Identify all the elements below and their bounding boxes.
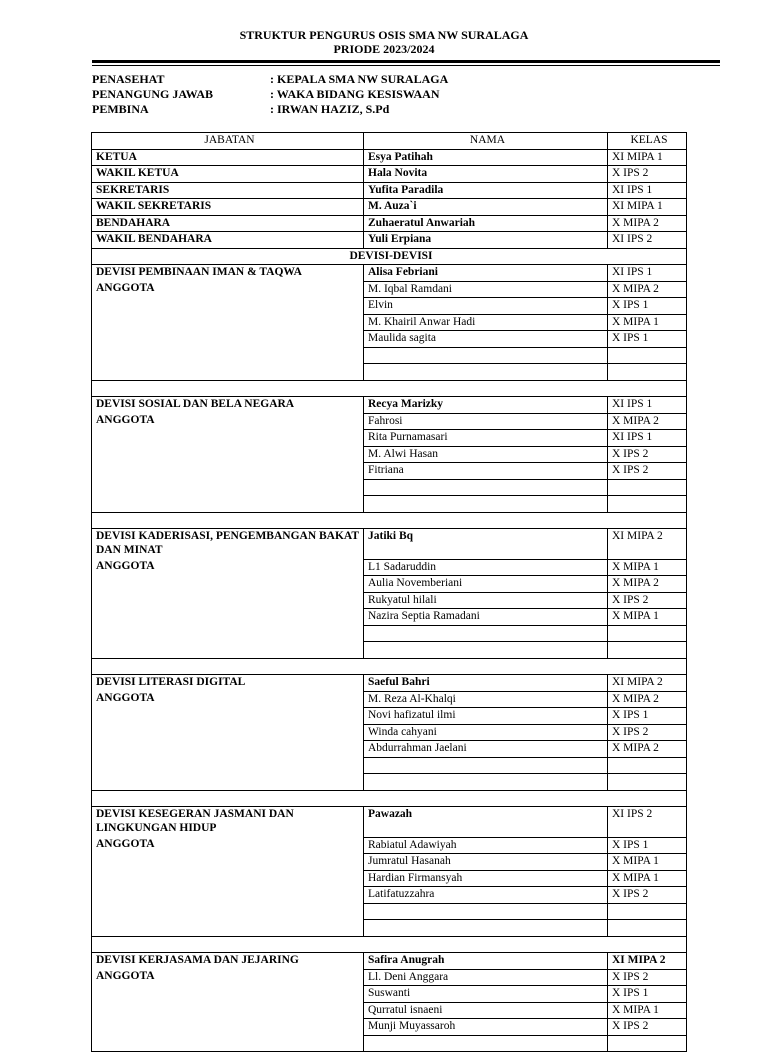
member-row [92, 691, 687, 708]
jabatan-cell-empty [92, 592, 364, 609]
member-kelas: X MIPA 1 [608, 609, 687, 626]
member-nama: Fitriana [364, 463, 608, 480]
nama-cell-empty [364, 757, 608, 774]
member-kelas: X IPS 2 [608, 887, 687, 904]
division-gap [92, 936, 687, 953]
jabatan-cell-empty [92, 642, 364, 659]
jabatan-cell: WAKIL BENDAHARA [92, 232, 364, 249]
header-divider [92, 60, 720, 63]
jabatan-cell-empty [92, 757, 364, 774]
jabatan-cell-empty [92, 774, 364, 791]
jabatan-cell-empty [92, 708, 364, 725]
member-nama: Novi hafizatul ilmi [364, 708, 608, 725]
jabatan-cell-empty [92, 920, 364, 937]
member-nama: Jumratul Hasanah [364, 854, 608, 871]
division-name: DEVISI LITERASI DIGITAL [92, 675, 364, 692]
document-period: PRIODE 2023/2024 [333, 42, 435, 56]
structure-table [91, 132, 687, 1052]
member-kelas: X IPS 1 [608, 331, 687, 348]
jabatan-cell: KETUA [92, 149, 364, 166]
table-row [92, 232, 687, 249]
anggota-label: ANGGOTA [92, 837, 364, 854]
nama-cell-empty [364, 920, 608, 937]
column-header-jabatan: JABATAN [92, 133, 364, 150]
anggota-label: ANGGOTA [92, 691, 364, 708]
division-leader-row [92, 675, 687, 692]
jabatan-cell-empty [92, 887, 364, 904]
member-kelas: X MIPA 2 [608, 741, 687, 758]
anggota-label: ANGGOTA [92, 969, 364, 986]
blank-row [92, 479, 687, 496]
jabatan-cell-empty [92, 854, 364, 871]
leader-kelas: XI MIPA 2 [608, 675, 687, 692]
jabatan-cell: WAKIL SEKRETARIS [92, 199, 364, 216]
nama-cell-empty [364, 496, 608, 513]
jabatan-cell-empty [92, 1035, 364, 1052]
member-row [92, 446, 687, 463]
member-row [92, 576, 687, 593]
kelas-cell: XI IPS 2 [608, 232, 687, 249]
jabatan-cell-empty [92, 430, 364, 447]
division-gap-row [92, 936, 687, 953]
blank-row [92, 347, 687, 364]
member-row [92, 559, 687, 576]
member-row [92, 1002, 687, 1019]
division-gap-row [92, 380, 687, 397]
member-nama: Latifatuzzahra [364, 887, 608, 904]
jabatan-cell-empty [92, 314, 364, 331]
division-name: DEVISI PEMBINAAN IMAN & TAQWA [92, 265, 364, 282]
kelas-cell-empty [608, 903, 687, 920]
blank-row [92, 496, 687, 513]
nama-cell-empty [364, 479, 608, 496]
nama-cell-empty [364, 364, 608, 381]
member-nama: Nazira Septia Ramadani [364, 609, 608, 626]
anggota-label: ANGGOTA [92, 413, 364, 430]
member-nama: Rukyatul hilali [364, 592, 608, 609]
column-header-nama: NAMA [364, 133, 608, 150]
jabatan-cell-empty [92, 724, 364, 741]
member-kelas: X IPS 1 [608, 708, 687, 725]
division-gap-row [92, 790, 687, 807]
jabatan-cell-empty [92, 625, 364, 642]
division-leader-row [92, 265, 687, 282]
meta-penasehat [92, 72, 692, 87]
division-leader-row [92, 529, 687, 560]
member-kelas: X MIPA 1 [608, 559, 687, 576]
member-nama: Ll. Deni Anggara [364, 969, 608, 986]
nama-cell: Esya Patihah [364, 149, 608, 166]
kelas-cell-empty [608, 625, 687, 642]
meta-label: PEMBINA [92, 102, 149, 116]
member-row [92, 430, 687, 447]
leader-nama: Safira Anugrah [364, 953, 608, 970]
blank-row [92, 774, 687, 791]
member-row [92, 870, 687, 887]
division-name: DEVISI KERJASAMA DAN JEJARING [92, 953, 364, 970]
member-row [92, 331, 687, 348]
kelas-cell: XI MIPA 1 [608, 149, 687, 166]
member-kelas: X MIPA 1 [608, 1002, 687, 1019]
nama-cell-empty [364, 774, 608, 791]
kelas-cell-empty [608, 364, 687, 381]
member-row [92, 281, 687, 298]
blank-row [92, 920, 687, 937]
division-gap-row [92, 658, 687, 675]
kelas-cell: X IPS 2 [608, 166, 687, 183]
member-row [92, 298, 687, 315]
jabatan-cell-empty [92, 347, 364, 364]
member-kelas: X IPS 1 [608, 837, 687, 854]
member-kelas: X MIPA 1 [608, 870, 687, 887]
member-row [92, 986, 687, 1003]
leader-kelas: XI IPS 1 [608, 265, 687, 282]
member-kelas: X MIPA 2 [608, 576, 687, 593]
member-nama: Winda cahyani [364, 724, 608, 741]
table-header-row [92, 133, 687, 150]
member-row [92, 592, 687, 609]
kelas-cell-empty [608, 347, 687, 364]
jabatan-cell-empty [92, 576, 364, 593]
jabatan-cell-empty [92, 986, 364, 1003]
leader-kelas: XI MIPA 2 [608, 953, 687, 970]
member-kelas: X IPS 2 [608, 463, 687, 480]
member-nama: Munji Muyassaroh [364, 1019, 608, 1036]
leader-nama: Saeful Bahri [364, 675, 608, 692]
member-kelas: X IPS 2 [608, 969, 687, 986]
leader-nama: Alisa Febriani [364, 265, 608, 282]
jabatan-cell-empty [92, 741, 364, 758]
anggota-label: ANGGOTA [92, 559, 364, 576]
member-kelas: X MIPA 2 [608, 691, 687, 708]
member-nama: Suswanti [364, 986, 608, 1003]
kelas-cell-empty [608, 774, 687, 791]
structure-table-body [92, 133, 687, 1052]
member-nama: Elvin [364, 298, 608, 315]
member-nama: L1 Sadaruddin [364, 559, 608, 576]
division-leader-row [92, 397, 687, 414]
member-kelas: X IPS 1 [608, 298, 687, 315]
member-nama: M. Reza Al-Khalqi [364, 691, 608, 708]
nama-cell: M. Auza`i [364, 199, 608, 216]
nama-cell: Yuli Erpiana [364, 232, 608, 249]
division-name: DEVISI KESEGERAN JASMANI DAN LINGKUNGAN HIDUP [92, 807, 364, 838]
nama-cell: Yufita Paradila [364, 182, 608, 199]
member-kelas: X IPS 2 [608, 724, 687, 741]
blank-row [92, 1035, 687, 1052]
member-kelas: X IPS 1 [608, 986, 687, 1003]
member-nama: Fahrosi [364, 413, 608, 430]
meta-label: PENASEHAT [92, 72, 165, 86]
meta-pembina [92, 102, 692, 117]
member-row [92, 969, 687, 986]
table-row [92, 215, 687, 232]
nama-cell-empty [364, 903, 608, 920]
member-row [92, 708, 687, 725]
blank-row [92, 757, 687, 774]
member-kelas: XI IPS 1 [608, 430, 687, 447]
member-kelas: X IPS 2 [608, 1019, 687, 1036]
member-kelas: X MIPA 1 [608, 314, 687, 331]
member-kelas: X IPS 2 [608, 592, 687, 609]
kelas-cell-empty [608, 496, 687, 513]
division-gap-row [92, 512, 687, 529]
jabatan-cell-empty [92, 609, 364, 626]
member-row [92, 463, 687, 480]
jabatan-cell-empty [92, 496, 364, 513]
division-name: DEVISI SOSIAL DAN BELA NEGARA [92, 397, 364, 414]
member-nama: Aulia Novemberiani [364, 576, 608, 593]
kelas-cell-empty [608, 642, 687, 659]
blank-row [92, 642, 687, 659]
division-name: DEVISI KADERISASI, PENGEMBANGAN BAKAT DAN MINAT [92, 529, 364, 560]
leader-nama: Pawazah [364, 807, 608, 838]
kelas-cell: XI MIPA 1 [608, 199, 687, 216]
kelas-cell-empty [608, 757, 687, 774]
meta-value: : KEPALA SMA NW SURALAGA [270, 72, 449, 86]
meta-penanggung-jawab [92, 87, 692, 102]
member-row [92, 741, 687, 758]
table-row [92, 199, 687, 216]
meta-label: PENANGUNG JAWAB [92, 87, 214, 101]
member-kelas: X MIPA 2 [608, 281, 687, 298]
division-gap [92, 512, 687, 529]
jabatan-cell-empty [92, 331, 364, 348]
leader-nama: Recya Marizky [364, 397, 608, 414]
member-nama: Hardian Firmansyah [364, 870, 608, 887]
kelas-cell: X MIPA 2 [608, 215, 687, 232]
nama-cell: Zuhaeratul Anwariah [364, 215, 608, 232]
nama-cell: Hala Novita [364, 166, 608, 183]
member-row [92, 837, 687, 854]
member-row [92, 854, 687, 871]
member-nama: Qurratul isnaeni [364, 1002, 608, 1019]
member-nama: M. Alwi Hasan [364, 446, 608, 463]
member-nama: Abdurrahman Jaelani [364, 741, 608, 758]
member-nama: M. Iqbal Ramdani [364, 281, 608, 298]
jabatan-cell-empty [92, 870, 364, 887]
jabatan-cell-empty [92, 463, 364, 480]
member-row [92, 609, 687, 626]
division-leader-row [92, 953, 687, 970]
division-leader-row [92, 807, 687, 838]
jabatan-cell: WAKIL KETUA [92, 166, 364, 183]
jabatan-cell-empty [92, 364, 364, 381]
leader-kelas: XI MIPA 2 [608, 529, 687, 560]
leader-kelas: XI IPS 2 [608, 807, 687, 838]
nama-cell-empty [364, 1035, 608, 1052]
nama-cell-empty [364, 625, 608, 642]
jabatan-cell: BENDAHARA [92, 215, 364, 232]
jabatan-cell-empty [92, 1019, 364, 1036]
jabatan-cell-empty [92, 298, 364, 315]
member-row [92, 887, 687, 904]
division-gap [92, 790, 687, 807]
nama-cell-empty [364, 642, 608, 659]
blank-row [92, 364, 687, 381]
member-row [92, 1019, 687, 1036]
devisi-header-row [92, 248, 687, 265]
devisi-header: DEVISI-DEVISI [92, 248, 687, 265]
member-kelas: X IPS 2 [608, 446, 687, 463]
member-nama: Maulida sagita [364, 331, 608, 348]
kelas-cell-empty [608, 1035, 687, 1052]
blank-row [92, 625, 687, 642]
nama-cell-empty [364, 347, 608, 364]
leader-kelas: XI IPS 1 [608, 397, 687, 414]
member-row [92, 724, 687, 741]
meta-value: : WAKA BIDANG KESISWAAN [270, 87, 440, 101]
jabatan-cell-empty [92, 479, 364, 496]
division-gap [92, 658, 687, 675]
anggota-label: ANGGOTA [92, 281, 364, 298]
member-nama: Rita Purnamasari [364, 430, 608, 447]
kelas-cell-empty [608, 479, 687, 496]
jabatan-cell-empty [92, 1002, 364, 1019]
member-kelas: X MIPA 2 [608, 413, 687, 430]
jabatan-cell: SEKRETARIS [92, 182, 364, 199]
table-row [92, 182, 687, 199]
kelas-cell: XI IPS 1 [608, 182, 687, 199]
member-row [92, 314, 687, 331]
meta-value: : IRWAN HAZIZ, S.Pd [270, 102, 390, 116]
division-gap [92, 380, 687, 397]
kelas-cell-empty [608, 920, 687, 937]
leader-nama: Jatiki Bq [364, 529, 608, 560]
header-divider-thin [92, 65, 720, 66]
member-nama: M. Khairil Anwar Hadi [364, 314, 608, 331]
document-title: STRUKTUR PENGURUS OSIS SMA NW SURALAGA [239, 28, 529, 42]
member-nama: Rabiatul Adawiyah [364, 837, 608, 854]
member-kelas: X MIPA 1 [608, 854, 687, 871]
column-header-kelas: KELAS [608, 133, 687, 150]
jabatan-cell-empty [92, 903, 364, 920]
table-row [92, 166, 687, 183]
jabatan-cell-empty [92, 446, 364, 463]
blank-row [92, 903, 687, 920]
table-row [92, 149, 687, 166]
member-row [92, 413, 687, 430]
